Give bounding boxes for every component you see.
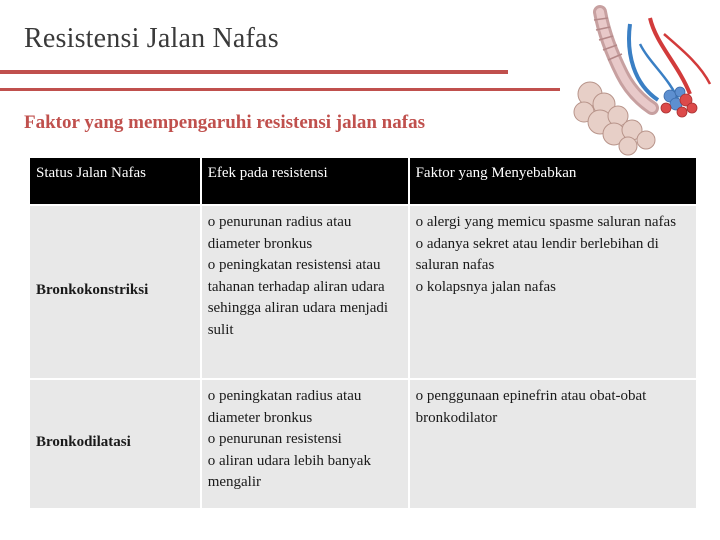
slide-title: Resistensi Jalan Nafas	[24, 23, 279, 54]
cause-cell	[410, 380, 696, 508]
lung-alveoli-illustration-icon	[560, 4, 716, 158]
effect-cell	[202, 380, 408, 508]
header-status: Status Jalan Nafas	[30, 158, 200, 204]
table-row	[30, 206, 696, 378]
table-header-row	[30, 158, 696, 204]
effect-item: o aliran udara lebih banyak mengalir	[207, 452, 371, 490]
title-divider-long	[0, 70, 508, 74]
header-cause: Faktor yang Menyebabkan	[410, 158, 696, 204]
airway-resistance-table	[28, 156, 698, 510]
cause-item: o adanya sekret atau lendir berlebihan di saluran nafas	[415, 235, 659, 273]
effect-cell	[202, 206, 408, 378]
slide-subtitle: Faktor yang mempengaruhi resistensi jalan nafas	[24, 112, 425, 133]
effect-item: o peningkatan resistensi atau tahanan terhadap aliran udara sehingga aliran udara menjadi sulit	[207, 257, 389, 338]
effect-item: o penurunan radius atau diameter bronkus	[207, 214, 352, 252]
table-row	[30, 380, 696, 508]
cause-item: o penggunaan epinefrin atau obat-obat bronkodilator	[415, 388, 647, 426]
header-effect: Efek pada resistensi	[202, 158, 408, 204]
effect-item: o peningkatan radius atau diameter bronkus	[207, 388, 362, 426]
cause-cell	[410, 206, 696, 378]
cause-item: o kolapsnya jalan nafas	[415, 278, 556, 295]
status-cell: Bronkokonstriksi	[30, 206, 200, 378]
title-divider-short	[0, 88, 560, 91]
cause-item: o alergi yang memicu spasme saluran nafas	[415, 214, 677, 230]
effect-item: o penurunan resistensi	[207, 431, 342, 447]
status-cell: Bronkodilatasi	[30, 380, 200, 508]
